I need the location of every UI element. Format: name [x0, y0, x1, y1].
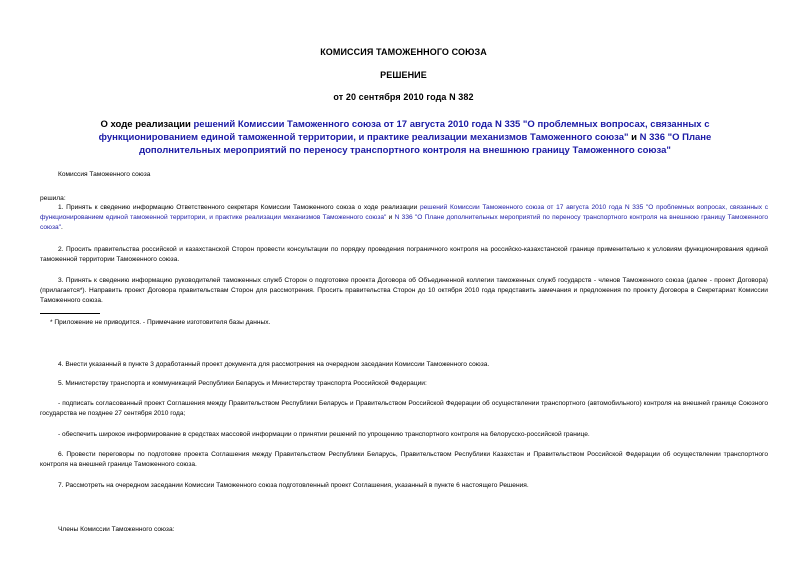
- title-prefix: О ходе реализации: [100, 119, 194, 130]
- title-mid: и: [628, 132, 640, 143]
- paragraph-5b: - обеспечить широкое информирование в средствах массовой информации о принятии решений по упрощению транспортного контроля на белорусско-российской границе.: [58, 431, 590, 438]
- members-label: Члены Комиссии Таможенного союза:: [58, 526, 175, 533]
- paragraph-6: 6. Провести переговоры по подготовке проекта Соглашения между Правительством Республики Беларусь, Правительством Республики Казахстан и Правительством Российской Федерации об осуществлении транспортного контроля на внешней границе Таможенного союза.: [40, 451, 768, 468]
- paragraph-3: 3. Принять к сведению информацию руководителей таможенных служб Сторон о подготовке проекта Договора об Объединенной коллегии таможенных служб государств - членов Таможенного союза (далее - проект Договора) (прилагается*). Направить проект Договора правительствам Сторон для рассмотрения. Просить правительства Сторон до 10 октября 2010 года представить замечания и предложения по проекту Договора в Секретариат Комиссии Таможенного союза.: [40, 277, 768, 304]
- title-link-336[interactable]: N 336 "О Плане дополнительных мероприятий по переносу транспортного контроля на внешнюю границу Таможенного союза": [139, 132, 712, 156]
- title-link-decisions-335[interactable]: решений Комиссии Таможенного союза от 17 августа 2010 года N 335 "О проблемных вопросах, связанных с функционированием единой таможенной территории, и практике реализации механизмов Таможенного союза": [98, 119, 710, 143]
- p1-end: .: [61, 224, 63, 231]
- p1-link-decisions-335[interactable]: решений Комиссии Таможенного союза от 17 августа 2010 года N 335 "О проблемных вопросах, связанных с функционированием единой таможенной территории, и практике реализации механизмов Таможенного союза": [40, 204, 768, 221]
- p1-prefix: 1. Принять к сведению информацию Ответственного секретаря Комиссии Таможенного союза о ходе реализации: [58, 204, 420, 211]
- paragraph-5a: - подписать согласованный проект Соглашения между Правительством Республики Беларусь и Правительством Российской Федерации об осуществлении транспортного (автомобильного) контроля на внешней границе Союзного государства не позднее 27 сентября 2010 года;: [40, 400, 768, 417]
- org-heading: КОМИССИЯ ТАМОЖЕННОГО СОЮЗА: [320, 47, 487, 57]
- document-title: [60, 118, 750, 157]
- paragraph-7: 7. Рассмотреть на очередном заседании Комиссии Таможенного союза подготовленный проект Соглашения, указанный в пункте 6 настоящего Решения.: [58, 482, 529, 489]
- p1-link-336[interactable]: N 336 "О Плане дополнительных мероприятий по переносу транспортного контроля на внешнюю границу Таможенного союза": [40, 214, 768, 231]
- footnote: * Приложение не приводится. - Примечание изготовителя базы данных.: [50, 319, 271, 326]
- footnote-divider: [40, 313, 100, 314]
- resolved-label: решила:: [40, 195, 66, 202]
- paragraph-5: 5. Министерству транспорта и коммуникаций Республики Беларусь и Министерству транспорта Российской Федерации:: [58, 380, 427, 387]
- paragraph-1: [40, 203, 768, 233]
- paragraph-4: 4. Внести указанный в пункте 3 доработанный проект документа для рассмотрения на очередном заседании Комиссии Таможенного союза.: [58, 361, 490, 368]
- commission-label: Комиссия Таможенного союза: [58, 171, 151, 178]
- paragraph-2: 2. Просить правительства российской и казахстанской Сторон провести консультации по порядку проведения пограничного контроля на российско-казахстанской границе применительно к условиям функционирования единой таможенной территории Таможенного союза.: [40, 246, 768, 263]
- doc-type-heading: РЕШЕНИЕ: [380, 70, 427, 80]
- date-number: от 20 сентября 2010 года N 382: [333, 92, 474, 102]
- p1-mid: и: [386, 214, 395, 221]
